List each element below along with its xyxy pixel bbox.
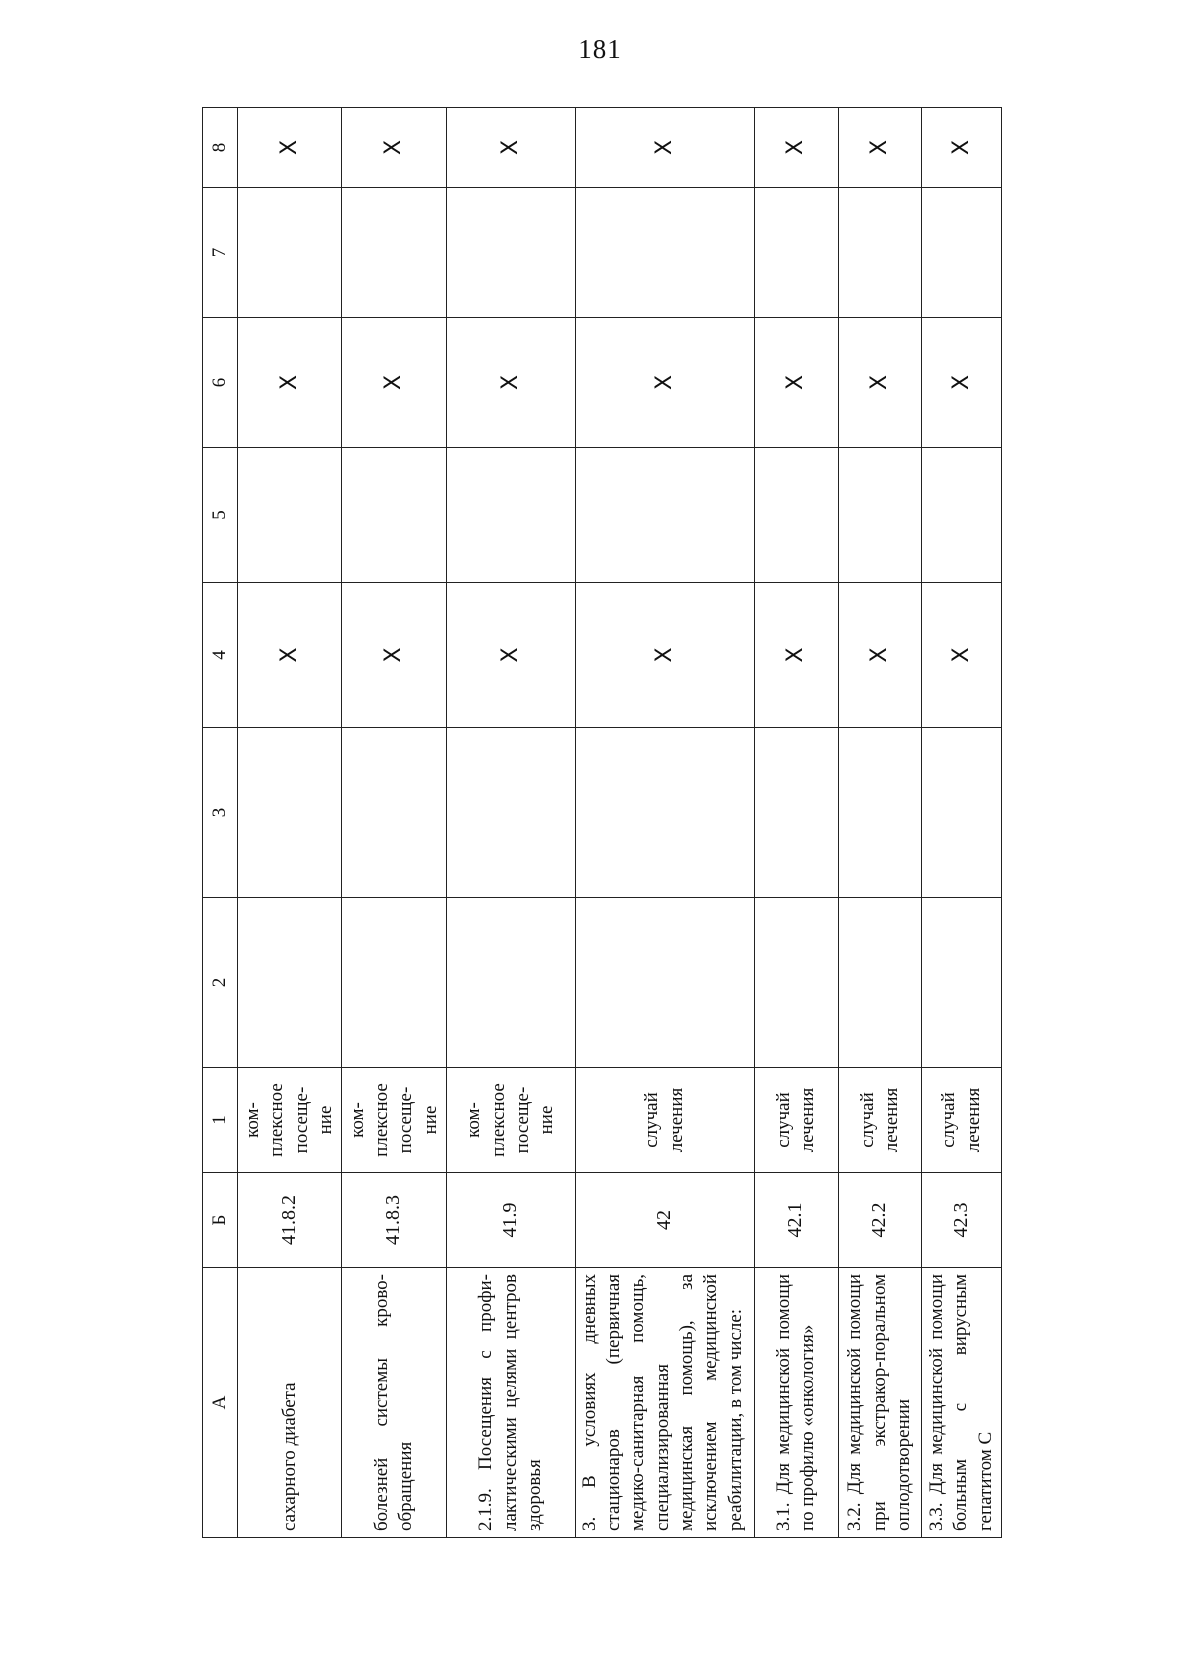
cell-line-code: 41.8.3 bbox=[342, 1173, 446, 1268]
header-cell-7: 7 bbox=[203, 188, 238, 318]
table-row bbox=[446, 108, 575, 1538]
cell-col-7 bbox=[838, 188, 922, 318]
header-cell-3: 3 bbox=[203, 728, 238, 898]
cell-description: сахарного диабета bbox=[238, 1268, 342, 1538]
cell-description: 3.3. Для медицинской помощи больным с вирусным гепатитом С bbox=[922, 1268, 1002, 1538]
cell-unit: случай лечения bbox=[838, 1068, 922, 1173]
cell-col-3 bbox=[342, 728, 446, 898]
header-cell-8: 8 bbox=[203, 108, 238, 188]
cell-col-2 bbox=[838, 898, 922, 1068]
cell-col-4: X bbox=[342, 583, 446, 728]
cell-col-5 bbox=[342, 448, 446, 583]
cell-col-2 bbox=[754, 898, 838, 1068]
cell-col-4: X bbox=[575, 583, 754, 728]
header-cell-1: 1 bbox=[203, 1068, 238, 1173]
cell-col-6: X bbox=[922, 318, 1002, 448]
cell-description: 3.2. Для медицинской помощи при экстракор-поральном оплодотворении bbox=[838, 1268, 922, 1538]
cell-col-5 bbox=[238, 448, 342, 583]
header-row bbox=[203, 108, 238, 1538]
table-row bbox=[754, 108, 838, 1538]
cell-col-6: X bbox=[838, 318, 922, 448]
cell-col-4: X bbox=[922, 583, 1002, 728]
cell-line-code: 42.2 bbox=[838, 1173, 922, 1268]
cell-col-2 bbox=[238, 898, 342, 1068]
cell-unit: ком- плексное посеще- ние bbox=[446, 1068, 575, 1173]
cell-col-5 bbox=[446, 448, 575, 583]
header-cell-a: А bbox=[203, 1268, 238, 1538]
cell-col-4: X bbox=[838, 583, 922, 728]
data-table bbox=[202, 107, 1002, 1538]
cell-col-5 bbox=[922, 448, 1002, 583]
cell-col-7 bbox=[754, 188, 838, 318]
cell-unit: ком- плексное посеще- ние bbox=[342, 1068, 446, 1173]
cell-col-4: X bbox=[446, 583, 575, 728]
cell-description: 2.1.9. Посещения с профи-лактическими целями центров здоровья bbox=[446, 1268, 575, 1538]
cell-col-7 bbox=[238, 188, 342, 318]
cell-col-6: X bbox=[446, 318, 575, 448]
cell-description: 3. В условиях дневных стационаров (первичная медико-санитарная помощь, специализированная медицинская помощь), за исключением медицинской реабилитации, в том числе: bbox=[575, 1268, 754, 1538]
table-row bbox=[342, 108, 446, 1538]
header-cell-b: Б bbox=[203, 1173, 238, 1268]
cell-unit: случай лечения bbox=[922, 1068, 1002, 1173]
table-row bbox=[922, 108, 1002, 1538]
cell-col-6: X bbox=[342, 318, 446, 448]
cell-col-8: X bbox=[342, 108, 446, 188]
cell-col-8: X bbox=[446, 108, 575, 188]
cell-col-4: X bbox=[754, 583, 838, 728]
cell-line-code: 41.9 bbox=[446, 1173, 575, 1268]
cell-col-8: X bbox=[575, 108, 754, 188]
cell-col-7 bbox=[342, 188, 446, 318]
cell-col-8: X bbox=[754, 108, 838, 188]
cell-col-7 bbox=[922, 188, 1002, 318]
cell-col-3 bbox=[754, 728, 838, 898]
table-row bbox=[838, 108, 922, 1538]
cell-col-5 bbox=[838, 448, 922, 583]
cell-col-2 bbox=[342, 898, 446, 1068]
cell-description: болезней системы крово-обращения bbox=[342, 1268, 446, 1538]
cell-col-2 bbox=[575, 898, 754, 1068]
header-cell-5: 5 bbox=[203, 448, 238, 583]
cell-col-7 bbox=[446, 188, 575, 318]
cell-col-8: X bbox=[922, 108, 1002, 188]
cell-col-5 bbox=[575, 448, 754, 583]
table-row bbox=[238, 108, 342, 1538]
cell-unit: случай лечения bbox=[575, 1068, 754, 1173]
cell-col-2 bbox=[922, 898, 1002, 1068]
cell-col-8: X bbox=[238, 108, 342, 188]
cell-col-6: X bbox=[238, 318, 342, 448]
cell-col-7 bbox=[575, 188, 754, 318]
cell-col-8: X bbox=[838, 108, 922, 188]
cell-line-code: 42 bbox=[575, 1173, 754, 1268]
cell-col-6: X bbox=[754, 318, 838, 448]
cell-line-code: 41.8.2 bbox=[238, 1173, 342, 1268]
cell-col-4: X bbox=[238, 583, 342, 728]
cell-unit: случай лечения bbox=[754, 1068, 838, 1173]
header-cell-6: 6 bbox=[203, 318, 238, 448]
header-cell-2: 2 bbox=[203, 898, 238, 1068]
rotated-table-container bbox=[202, 108, 1002, 1538]
cell-line-code: 42.3 bbox=[922, 1173, 1002, 1268]
header-cell-4: 4 bbox=[203, 583, 238, 728]
page-number: 181 bbox=[578, 34, 622, 64]
cell-description: 3.1. Для медицинской помощи по профилю «онкология» bbox=[754, 1268, 838, 1538]
cell-col-3 bbox=[446, 728, 575, 898]
cell-col-5 bbox=[754, 448, 838, 583]
table-row bbox=[575, 108, 754, 1538]
cell-col-3 bbox=[838, 728, 922, 898]
cell-unit: ком- плексное посеще- ние bbox=[238, 1068, 342, 1173]
cell-col-3 bbox=[575, 728, 754, 898]
cell-line-code: 42.1 bbox=[754, 1173, 838, 1268]
cell-col-3 bbox=[238, 728, 342, 898]
cell-col-6: X bbox=[575, 318, 754, 448]
cell-col-2 bbox=[446, 898, 575, 1068]
cell-col-3 bbox=[922, 728, 1002, 898]
